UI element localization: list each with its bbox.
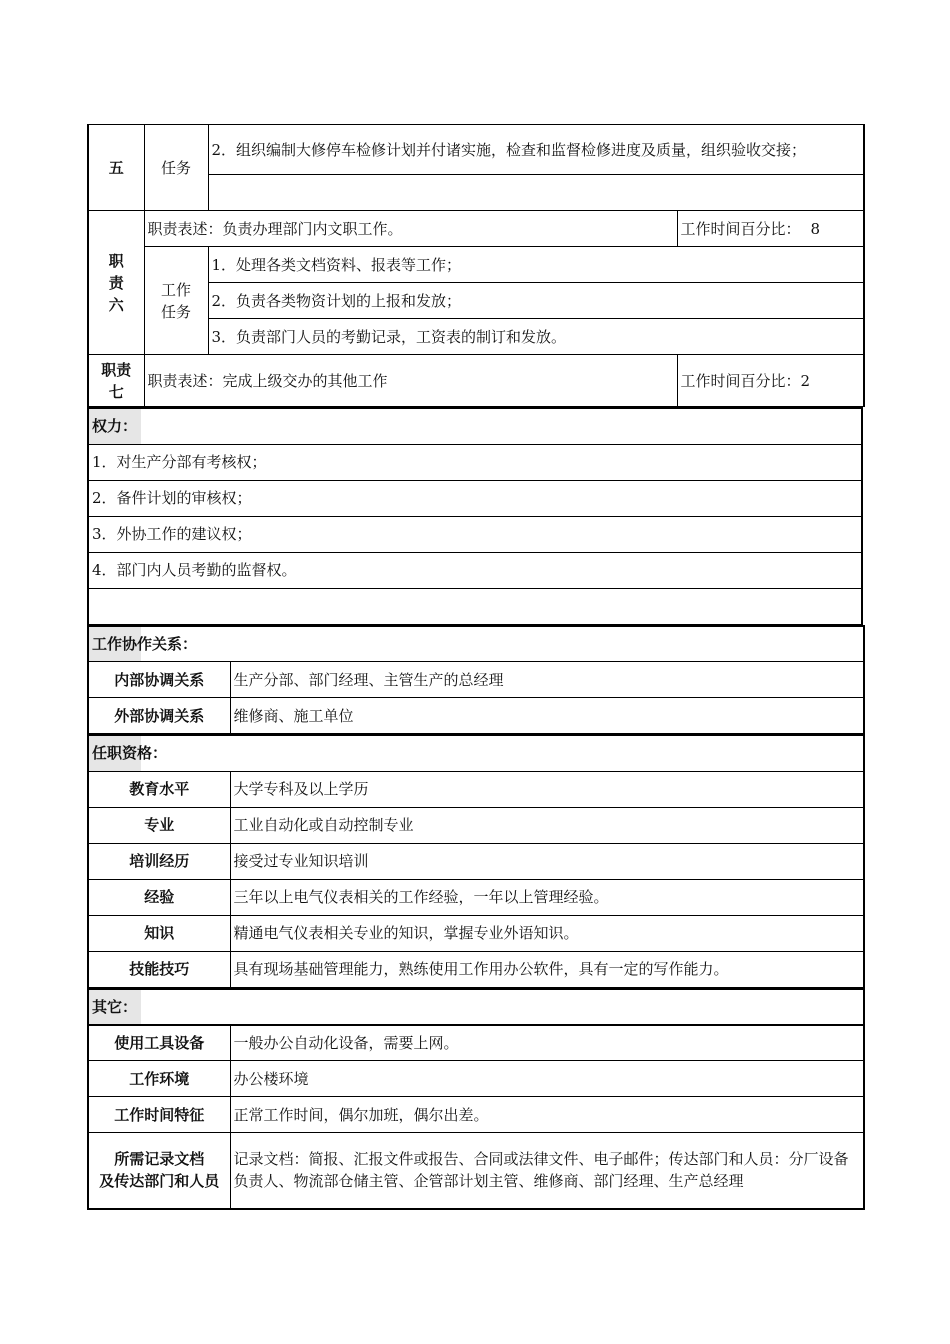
power-item: 3．外协工作的建议权； — [88, 516, 862, 552]
duty5-number-text: 五 — [108, 158, 124, 177]
tools-equipment-value: 一般办公自动化设备，需要上网。 — [230, 1025, 864, 1061]
work-time-value: 正常工作时间，偶尔加班，偶尔出差。 — [230, 1097, 864, 1133]
records-value: 记录文档：简报、汇报文件或报告、合同或法律文件、电子邮件；传达部门和人员：分厂设备负责人、物流部仓储主管、企管部计划主管、维修商、部门经理、生产总经理 — [230, 1133, 864, 1209]
duty7-time-percentage: 工作时间百分比：2 — [677, 355, 864, 407]
training-label: 培训经历 — [88, 843, 230, 879]
skills-value: 具有现场基础管理能力，熟练使用工作用办公软件，具有一定的写作能力。 — [230, 951, 864, 987]
power-item: 2．备件计划的审核权； — [88, 480, 862, 516]
duty6-pct-label: 工作时间百分比： — [680, 219, 801, 238]
duty7-label-line: 职责 — [101, 360, 132, 379]
power-empty-row — [88, 588, 862, 624]
knowledge-label: 知识 — [88, 915, 230, 951]
major-value: 工业自动化或自动控制专业 — [230, 807, 864, 843]
power-table — [87, 407, 863, 625]
external-coordination-label: 外部协调关系 — [88, 698, 230, 734]
qualification-table — [87, 734, 865, 988]
duty5-task2: 2．组织编制大修停车检修计划并付诸实施，检查和监督检修进度及质量，组织验收交接； — [208, 125, 864, 175]
duties-table — [87, 124, 865, 407]
knowledge-value: 精通电气仪表相关专业的知识，掌握专业外语知识。 — [230, 915, 864, 951]
duty7-description: 职责表述：完成上级交办的其他工作 — [144, 355, 677, 407]
duty5-task-label-text: 任务 — [160, 158, 191, 177]
duty6-label-line: 责 — [108, 273, 124, 292]
major-label: 专业 — [88, 807, 230, 843]
duty6-task-item: 1．处理各类文档资料、报表等工作； — [208, 247, 864, 283]
duty6-task-item: 2．负责各类物资计划的上报和发放； — [208, 283, 864, 319]
internal-coordination-label: 内部协调关系 — [88, 662, 230, 698]
duty5-empty-task — [208, 175, 864, 211]
duty6-task-item: 3．负责部门人员的考勤记录，工资表的制订和发放。 — [208, 319, 864, 355]
other-section-title: 其它： — [88, 989, 864, 1025]
records-label — [88, 1133, 230, 1209]
internal-coordination-value: 生产分部、部门经理、主管生产的总经理 — [230, 662, 864, 698]
work-environment-value: 办公楼环境 — [230, 1061, 864, 1097]
training-value: 接受过专业知识培训 — [230, 843, 864, 879]
cooperation-table — [87, 625, 865, 735]
qualification-section-title: 任职资格： — [88, 735, 864, 771]
records-label-line: 及传达部门和人员 — [99, 1172, 220, 1191]
other-table — [87, 988, 865, 1210]
records-label-line: 所需记录文档 — [114, 1150, 205, 1169]
duty6-pct-value: 8 — [810, 219, 821, 238]
duty6-label-line: 职 — [108, 251, 124, 270]
duty6-time-percentage — [677, 211, 864, 247]
duty6-description: 职责表述：负责办理部门内文职工作。 — [144, 211, 677, 247]
power-section-title: 权力： — [88, 408, 862, 444]
work-environment-label: 工作环境 — [88, 1061, 230, 1097]
skills-label: 技能技巧 — [88, 951, 230, 987]
duty5-number — [88, 125, 144, 211]
duty5-task-label — [144, 125, 208, 211]
experience-value: 三年以上电气仪表相关的工作经验，一年以上管理经验。 — [230, 879, 864, 915]
duty6-label — [88, 211, 144, 355]
duty6-label-line: 六 — [108, 295, 124, 314]
external-coordination-value: 维修商、施工单位 — [230, 698, 864, 734]
job-description-page — [87, 124, 863, 1210]
duty7-label — [88, 355, 144, 407]
duty6-task-label-line: 工作 — [160, 280, 191, 299]
duty6-task-label — [144, 247, 208, 355]
education-label: 教育水平 — [88, 771, 230, 807]
cooperation-section-title: 工作协作关系： — [88, 626, 864, 662]
duty7-label-line: 七 — [108, 382, 124, 401]
power-item: 1．对生产分部有考核权； — [88, 444, 862, 480]
tools-equipment-label: 使用工具设备 — [88, 1025, 230, 1061]
experience-label: 经验 — [88, 879, 230, 915]
power-item: 4．部门内人员考勤的监督权。 — [88, 552, 862, 588]
education-value: 大学专科及以上学历 — [230, 771, 864, 807]
work-time-label: 工作时间特征 — [88, 1097, 230, 1133]
duty6-task-label-line: 任务 — [160, 302, 191, 321]
